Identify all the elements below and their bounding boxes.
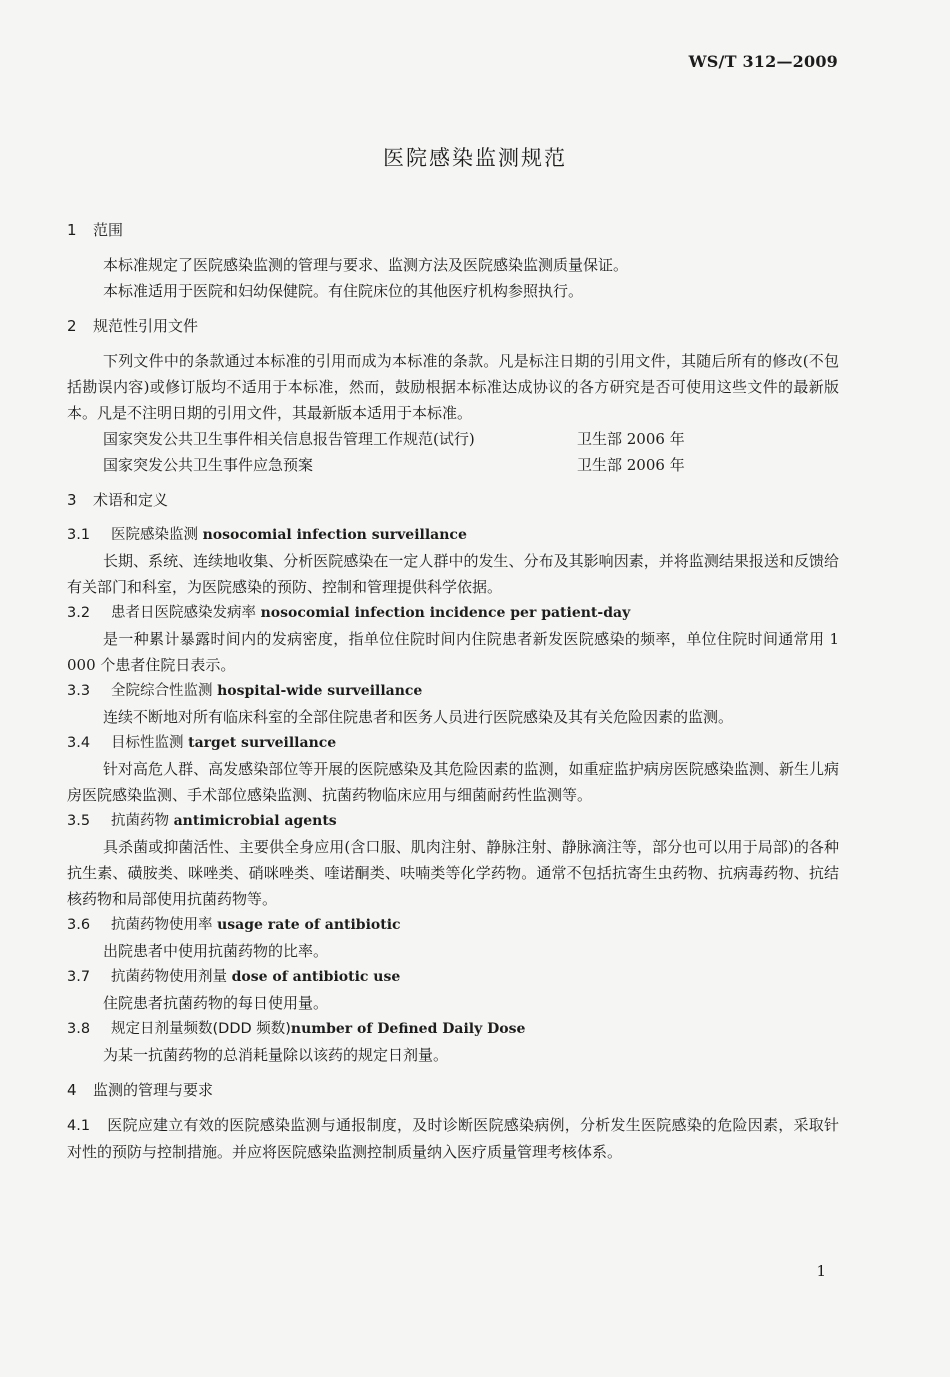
standard-code: WS/T 312—2009 <box>688 52 838 71</box>
term-en: target surveillance <box>188 735 337 751</box>
term-heading <box>67 1016 839 1042</box>
section-3-heading <box>67 488 839 512</box>
term-heading <box>67 600 839 626</box>
section-2-heading <box>67 314 839 338</box>
section-number: 4 <box>67 1081 77 1099</box>
term-definition: 长期、系统、连续地收集、分析医院感染在一定人群中的发生、分布及其影响因素，并将监测结果报送和反馈给有关部门和科室，为医院感染的预防、控制和管理提供科学依据。 <box>67 552 839 596</box>
term-zh: 医院感染监测 <box>111 527 198 543</box>
reference-name: 国家突发公共卫生事件应急预案 <box>103 456 314 474</box>
section-number: 1 <box>67 221 77 239</box>
clause-4-1 <box>67 1112 839 1165</box>
term-heading <box>67 678 839 704</box>
term-en: antimicrobial agents <box>173 813 337 829</box>
term-definition: 针对高危人群、高发感染部位等开展的医院感染及其危险因素的监测，如重症监护病房医院感染监测、新生儿病房医院感染监测、手术部位感染监测、抗菌药物临床应用与细菌耐药性监测等。 <box>67 760 839 804</box>
term-definition: 住院患者抗菌药物的每日使用量。 <box>103 994 329 1012</box>
section-4-heading <box>67 1078 839 1102</box>
document-title: 医院感染监测规范 <box>383 146 567 170</box>
term-zh: 患者日医院感染发病率 <box>111 605 256 621</box>
section-title: 范围 <box>93 221 124 239</box>
paragraph: 本标准规定了医院感染监测的管理与要求、监测方法及医院感染监测质量保证。 <box>103 256 629 274</box>
section-title: 规范性引用文件 <box>93 317 199 335</box>
reference-source: 卫生部 2006 年 <box>577 430 685 448</box>
term-number: 3.2 <box>67 605 91 621</box>
term-number: 3.3 <box>67 683 91 699</box>
reference-source: 卫生部 2006 年 <box>577 456 685 474</box>
term-en: number of Defined Daily Dose <box>290 1021 526 1037</box>
term-heading <box>67 522 839 548</box>
term-heading <box>67 730 839 756</box>
term-definition: 连续不断地对所有临床科室的全部住院患者和医务人员进行医院感染及其有关危险因素的监测。 <box>103 708 734 726</box>
term-zh: 目标性监测 <box>111 735 184 751</box>
clause-text: 医院应建立有效的医院感染监测与通报制度，及时诊断医院感染病例，分析发生医院感染的危险因素，采取针对性的预防与控制措施。并应将医院感染监测控制质量纳入医疗质量管理考核体系。 <box>67 1116 839 1161</box>
term-number: 3.4 <box>67 735 91 751</box>
section-1-heading <box>67 218 839 242</box>
term-zh: 抗菌药物使用率 <box>111 917 213 933</box>
term-heading <box>67 964 839 990</box>
section-number: 2 <box>67 317 77 335</box>
document-body <box>67 218 839 1165</box>
reference-name: 国家突发公共卫生事件相关信息报告管理工作规范(试行) <box>103 430 475 448</box>
term-en: hospital-wide surveillance <box>217 683 423 699</box>
section-title: 术语和定义 <box>93 491 169 509</box>
term-zh: 全院综合性监测 <box>111 683 213 699</box>
term-number: 3.1 <box>67 527 91 543</box>
term-definition: 为某一抗菌药物的总消耗量除以该药的规定日剂量。 <box>103 1046 449 1064</box>
term-number: 3.8 <box>67 1021 91 1037</box>
term-number: 3.6 <box>67 917 91 933</box>
term-heading <box>67 912 839 938</box>
clause-number: 4.1 <box>67 1118 91 1134</box>
term-zh: 抗菌药物 <box>111 813 169 829</box>
term-definition: 具杀菌或抑菌活性、主要供全身应用(含口服、肌肉注射、静脉注射、静脉滴注等，部分也可以用于局部)的各种抗生素、磺胺类、咪唑类、硝咪唑类、喹诺酮类、呋喃类等化学药物。通常不包括抗寄生虫药物、抗病毒药物、抗结核药物和局部使用抗菌药物等。 <box>67 838 839 908</box>
term-en: usage rate of antibiotic <box>217 917 401 933</box>
term-definition: 是一种累计暴露时间内的发病密度，指单位住院时间内住院患者新发医院感染的频率，单位住院时间通常用 1 000 个患者住院日表示。 <box>67 630 839 674</box>
term-heading <box>67 808 839 834</box>
term-en: nosocomial infection surveillance <box>202 527 467 543</box>
term-definition: 出院患者中使用抗菌药物的比率。 <box>103 942 329 960</box>
paragraph: 本标准适用于医院和妇幼保健院。有住院床位的其他医疗机构参照执行。 <box>103 282 584 300</box>
section-title: 监测的管理与要求 <box>93 1081 214 1099</box>
term-en: dose of antibiotic use <box>231 969 401 985</box>
reference-row <box>67 452 839 478</box>
term-en: nosocomial infection incidence per patient-day <box>260 605 631 621</box>
term-zh: 规定日剂量频数(DDD 频数) <box>111 1021 291 1037</box>
term-number: 3.5 <box>67 813 91 829</box>
page-number: 1 <box>816 1262 826 1280</box>
reference-row <box>67 426 839 452</box>
paragraph: 下列文件中的条款通过本标准的引用而成为本标准的条款。凡是标注日期的引用文件，其随后所有的修改(不包括勘误内容)或修订版均不适用于本标准，然而，鼓励根据本标准达成协议的各方研究是否可使用这些文件的最新版本。凡是不注明日期的引用文件，其最新版本适用于本标准。 <box>67 352 839 422</box>
term-zh: 抗菌药物使用剂量 <box>111 969 227 985</box>
section-number: 3 <box>67 491 77 509</box>
term-number: 3.7 <box>67 969 91 985</box>
